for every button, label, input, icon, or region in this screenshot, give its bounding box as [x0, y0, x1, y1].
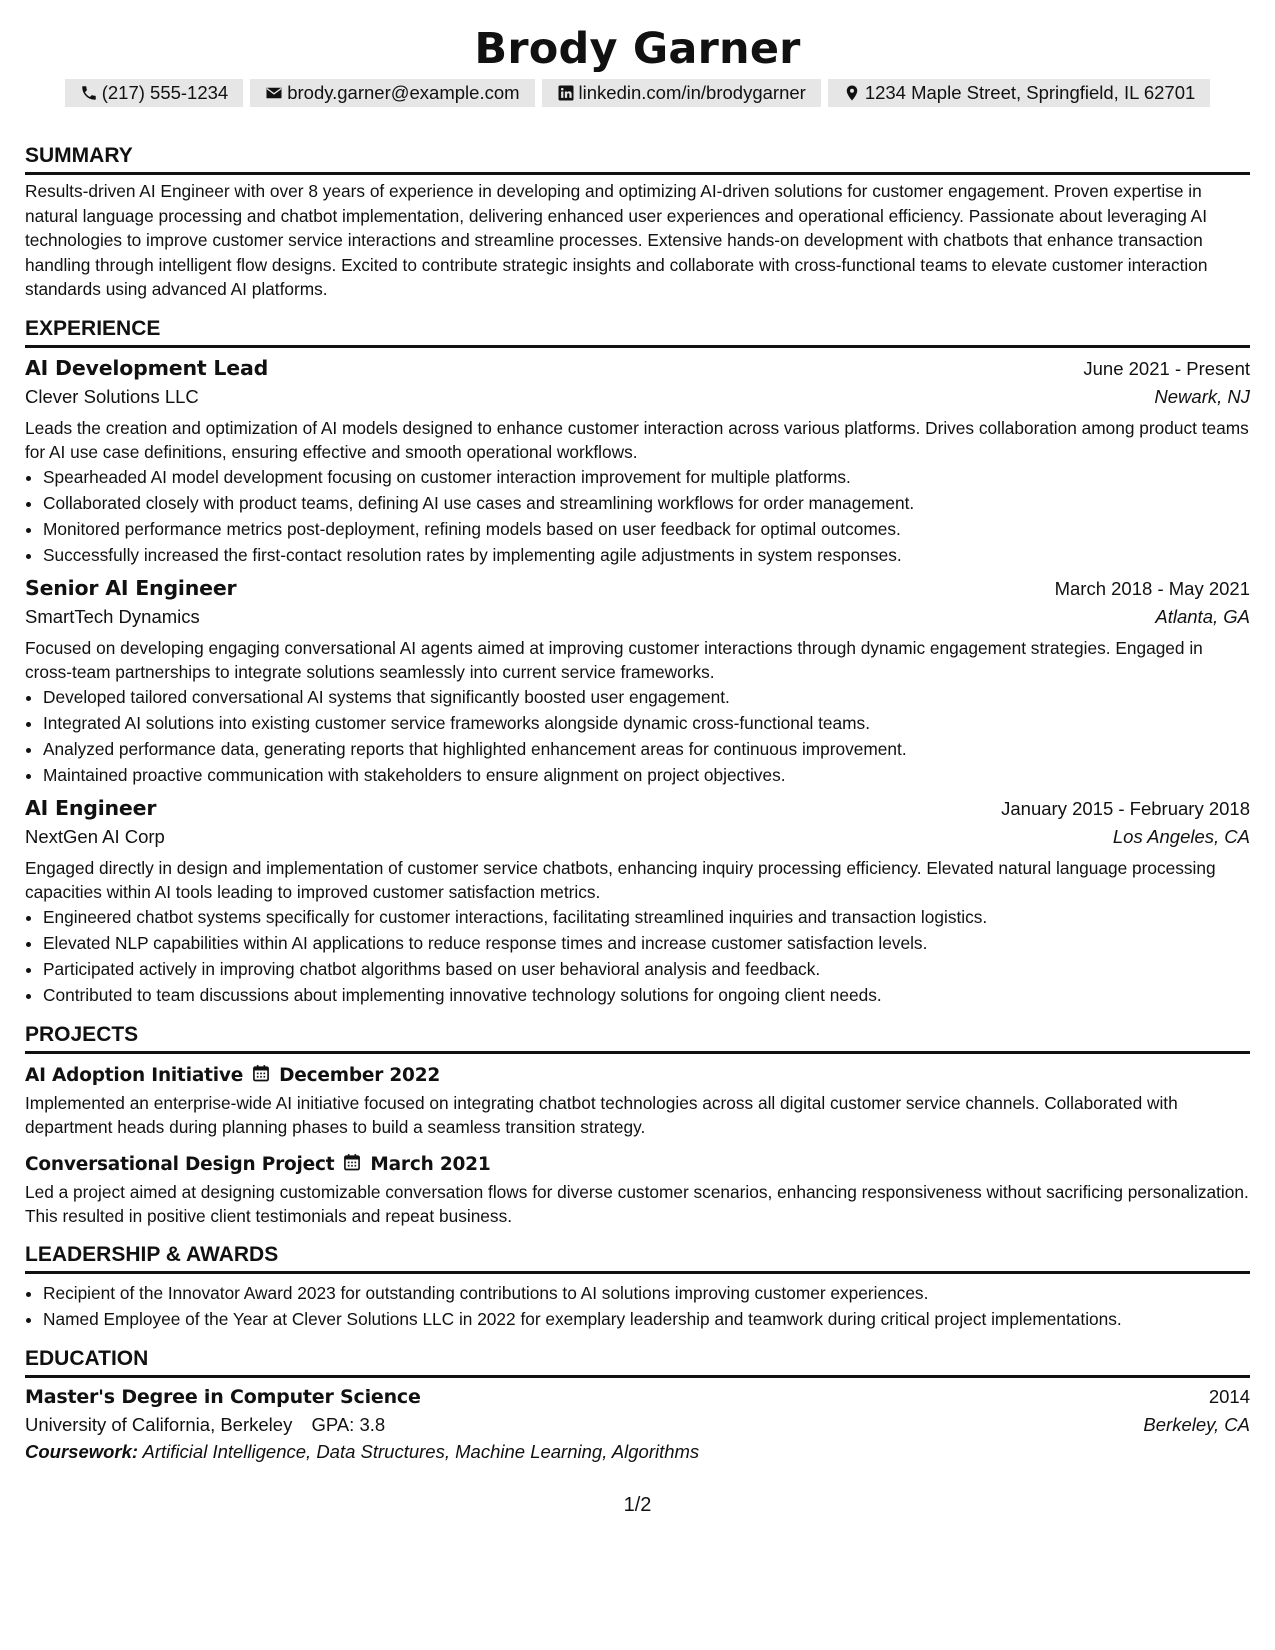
address-text: 1234 Maple Street, Springfield, IL 62701: [864, 82, 1196, 103]
projects-section: [25, 1022, 1250, 1228]
job-date: March 2018 - May 2021: [1054, 577, 1250, 599]
job-description: Engaged directly in design and implementation of customer service chatbots, enhancing inquiry processing efficiency. Elevated natural language processing capacities within AI tools leading to improved customer satisfaction metrics.: [25, 857, 1216, 902]
experience-section: [25, 316, 1250, 1008]
list-item: • Contributed to team discussions about implementing innovative technology solutions for ongoing client needs.: [43, 982, 1250, 1008]
job-description: Focused on developing engaging conversational AI agents aimed at improving customer interactions through dynamic engagement strategies. Engaged in cross-team partnerships to integrate solutions seamlessly into current service frameworks.: [25, 637, 1203, 682]
contact-bar: [25, 79, 1250, 107]
job-date: June 2021 - Present: [1083, 357, 1250, 379]
project-entry: [25, 1152, 1250, 1228]
job-location: Los Angeles, CA: [1112, 825, 1250, 847]
candidate-name: Brody Garner: [474, 24, 801, 74]
phone-text: (217) 555-1234: [101, 82, 229, 103]
summary-text: Results-driven AI Engineer with over 8 years of experience in developing and optimizing AI-driven solutions for customer engagement. Proven expertise in natural language processing and chatbot implementation, delivering enhanced user experiences and operational efficiency. Passionate about leveraging AI technologies to improve customer service interactions and streamline processes. Extensive hands-on development with chatbots that enhance transaction handling through intelligent flow designs. Excited to contribute strategic insights and collaborate with cross-functional teams to elevate customer interaction standards using advanced AI platforms.: [25, 181, 1208, 299]
leadership-section: [25, 1242, 1250, 1332]
coursework: [25, 1441, 1250, 1463]
education-section: [25, 1346, 1250, 1463]
linkedin-text: linkedin.com/in/brodygarner: [578, 82, 806, 103]
list-item: • Analyzed performance data, generating reports that highlighted enhancement areas for continuous improvement.: [43, 736, 1250, 762]
section-title-leadership: LEADERSHIP & AWARDS: [25, 1242, 1250, 1274]
section-title-education: EDUCATION: [25, 1346, 1250, 1378]
list-item: • Developed tailored conversational AI systems that significantly boosted user engagement.: [43, 684, 1250, 710]
list-item: • Monitored performance metrics post-deployment, refining models based on user feedback for optimal outcomes.: [43, 516, 1250, 542]
list-item: • Collaborated closely with product teams, defining AI use cases and streamlining workflows for order management.: [43, 490, 1250, 516]
envelope-icon: [265, 84, 283, 102]
page-number: 1/2: [623, 1494, 652, 1516]
job-entry: [25, 576, 1250, 788]
list-item: • Engineered chatbot systems specifically for customer interactions, facilitating streamlined inquiries and transaction logistics.: [43, 904, 1250, 930]
summary-section: [25, 143, 1250, 302]
job-entry: [25, 796, 1250, 1008]
job-title: Senior AI Engineer: [25, 575, 237, 600]
job-company: SmartTech Dynamics: [25, 605, 200, 627]
job-title: AI Development Lead: [25, 355, 269, 380]
awards-list: [25, 1280, 1250, 1332]
list-item: • Participated actively in improving chatbot algorithms based on user behavioral analysis and feedback.: [43, 956, 1250, 982]
job-company: NextGen AI Corp: [25, 825, 165, 847]
project-description: Led a project aimed at designing customizable conversation flows for diverse customer scenarios, enhancing responsiveness without sacrificing personalization. This resulted in positive client testimonials and repeat business.: [25, 1181, 1249, 1226]
resume-page: [25, 24, 1250, 1463]
education-entry: [25, 1386, 1250, 1463]
job-title: AI Engineer: [25, 795, 157, 820]
job-bullets: [25, 904, 1250, 1008]
job-bullets: [25, 464, 1250, 568]
project-name: Conversational Design Project: [25, 1153, 335, 1175]
list-item: • Elevated NLP capabilities within AI applications to reduce response times and increase customer satisfaction levels.: [43, 930, 1250, 956]
project-entry: [25, 1063, 1250, 1139]
calendar-icon: [251, 1063, 271, 1088]
list-item: • Named Employee of the Year at Clever Solutions LLC in 2022 for exemplary leadership and teamwork during critical project implementations.: [43, 1306, 1250, 1332]
project-name: AI Adoption Initiative: [25, 1064, 244, 1086]
list-item: • Successfully increased the first-contact resolution rates by implementing agile adjustments in system responses.: [43, 542, 1250, 568]
contact-email[interactable]: [250, 79, 534, 107]
job-date: January 2015 - February 2018: [1001, 797, 1250, 819]
job-location: Atlanta, GA: [1155, 605, 1250, 627]
list-item: • Recipient of the Innovator Award 2023 for outstanding contributions to AI solutions improving customer experiences.: [43, 1280, 1250, 1306]
list-item: • Spearheaded AI model development focusing on customer interaction improvement for multiple platforms.: [43, 464, 1250, 490]
contact-phone[interactable]: [65, 79, 244, 107]
job-entry: [25, 356, 1250, 568]
gpa: GPA: 3.8: [311, 1413, 386, 1435]
coursework-label: Coursework:: [25, 1440, 139, 1462]
calendar-icon: [342, 1152, 362, 1177]
map-pin-icon: [843, 84, 861, 102]
school-location: Berkeley, CA: [1143, 1413, 1250, 1435]
list-item: • Maintained proactive communication with stakeholders to ensure alignment on project objectives.: [43, 762, 1250, 788]
phone-icon: [80, 84, 98, 102]
job-company: Clever Solutions LLC: [25, 385, 199, 407]
job-bullets: [25, 684, 1250, 788]
section-title-summary: SUMMARY: [25, 143, 1250, 175]
section-title-projects: PROJECTS: [25, 1022, 1250, 1054]
graduation-year: 2014: [1208, 1385, 1250, 1407]
section-title-experience: EXPERIENCE: [25, 316, 1250, 348]
list-item: • Integrated AI solutions into existing customer service frameworks alongside dynamic cross-functional teams.: [43, 710, 1250, 736]
school-name: University of California, Berkeley: [25, 1413, 293, 1435]
project-date: March 2021: [370, 1153, 491, 1175]
coursework-list: Artificial Intelligence, Data Structures, Machine Learning, Algorithms: [142, 1440, 700, 1462]
job-description: Leads the creation and optimization of AI models designed to enhance customer interaction across various platforms. Drives collaboration among product teams for AI use case definitions, ensuring effective and smooth operational workflows.: [25, 417, 1249, 462]
contact-linkedin[interactable]: [542, 79, 821, 107]
degree: Master's Degree in Computer Science: [25, 1385, 421, 1408]
linkedin-icon: [557, 84, 575, 102]
email-text: brody.garner@example.com: [287, 82, 520, 103]
contact-address[interactable]: [828, 79, 1210, 107]
job-location: Newark, NJ: [1154, 385, 1250, 407]
project-date: December 2022: [279, 1064, 441, 1086]
project-description: Implemented an enterprise-wide AI initiative focused on integrating chatbot technologies across all digital customer service channels. Collaborated with department heads during planning phases to build a seamless transition strategy.: [25, 1092, 1178, 1137]
